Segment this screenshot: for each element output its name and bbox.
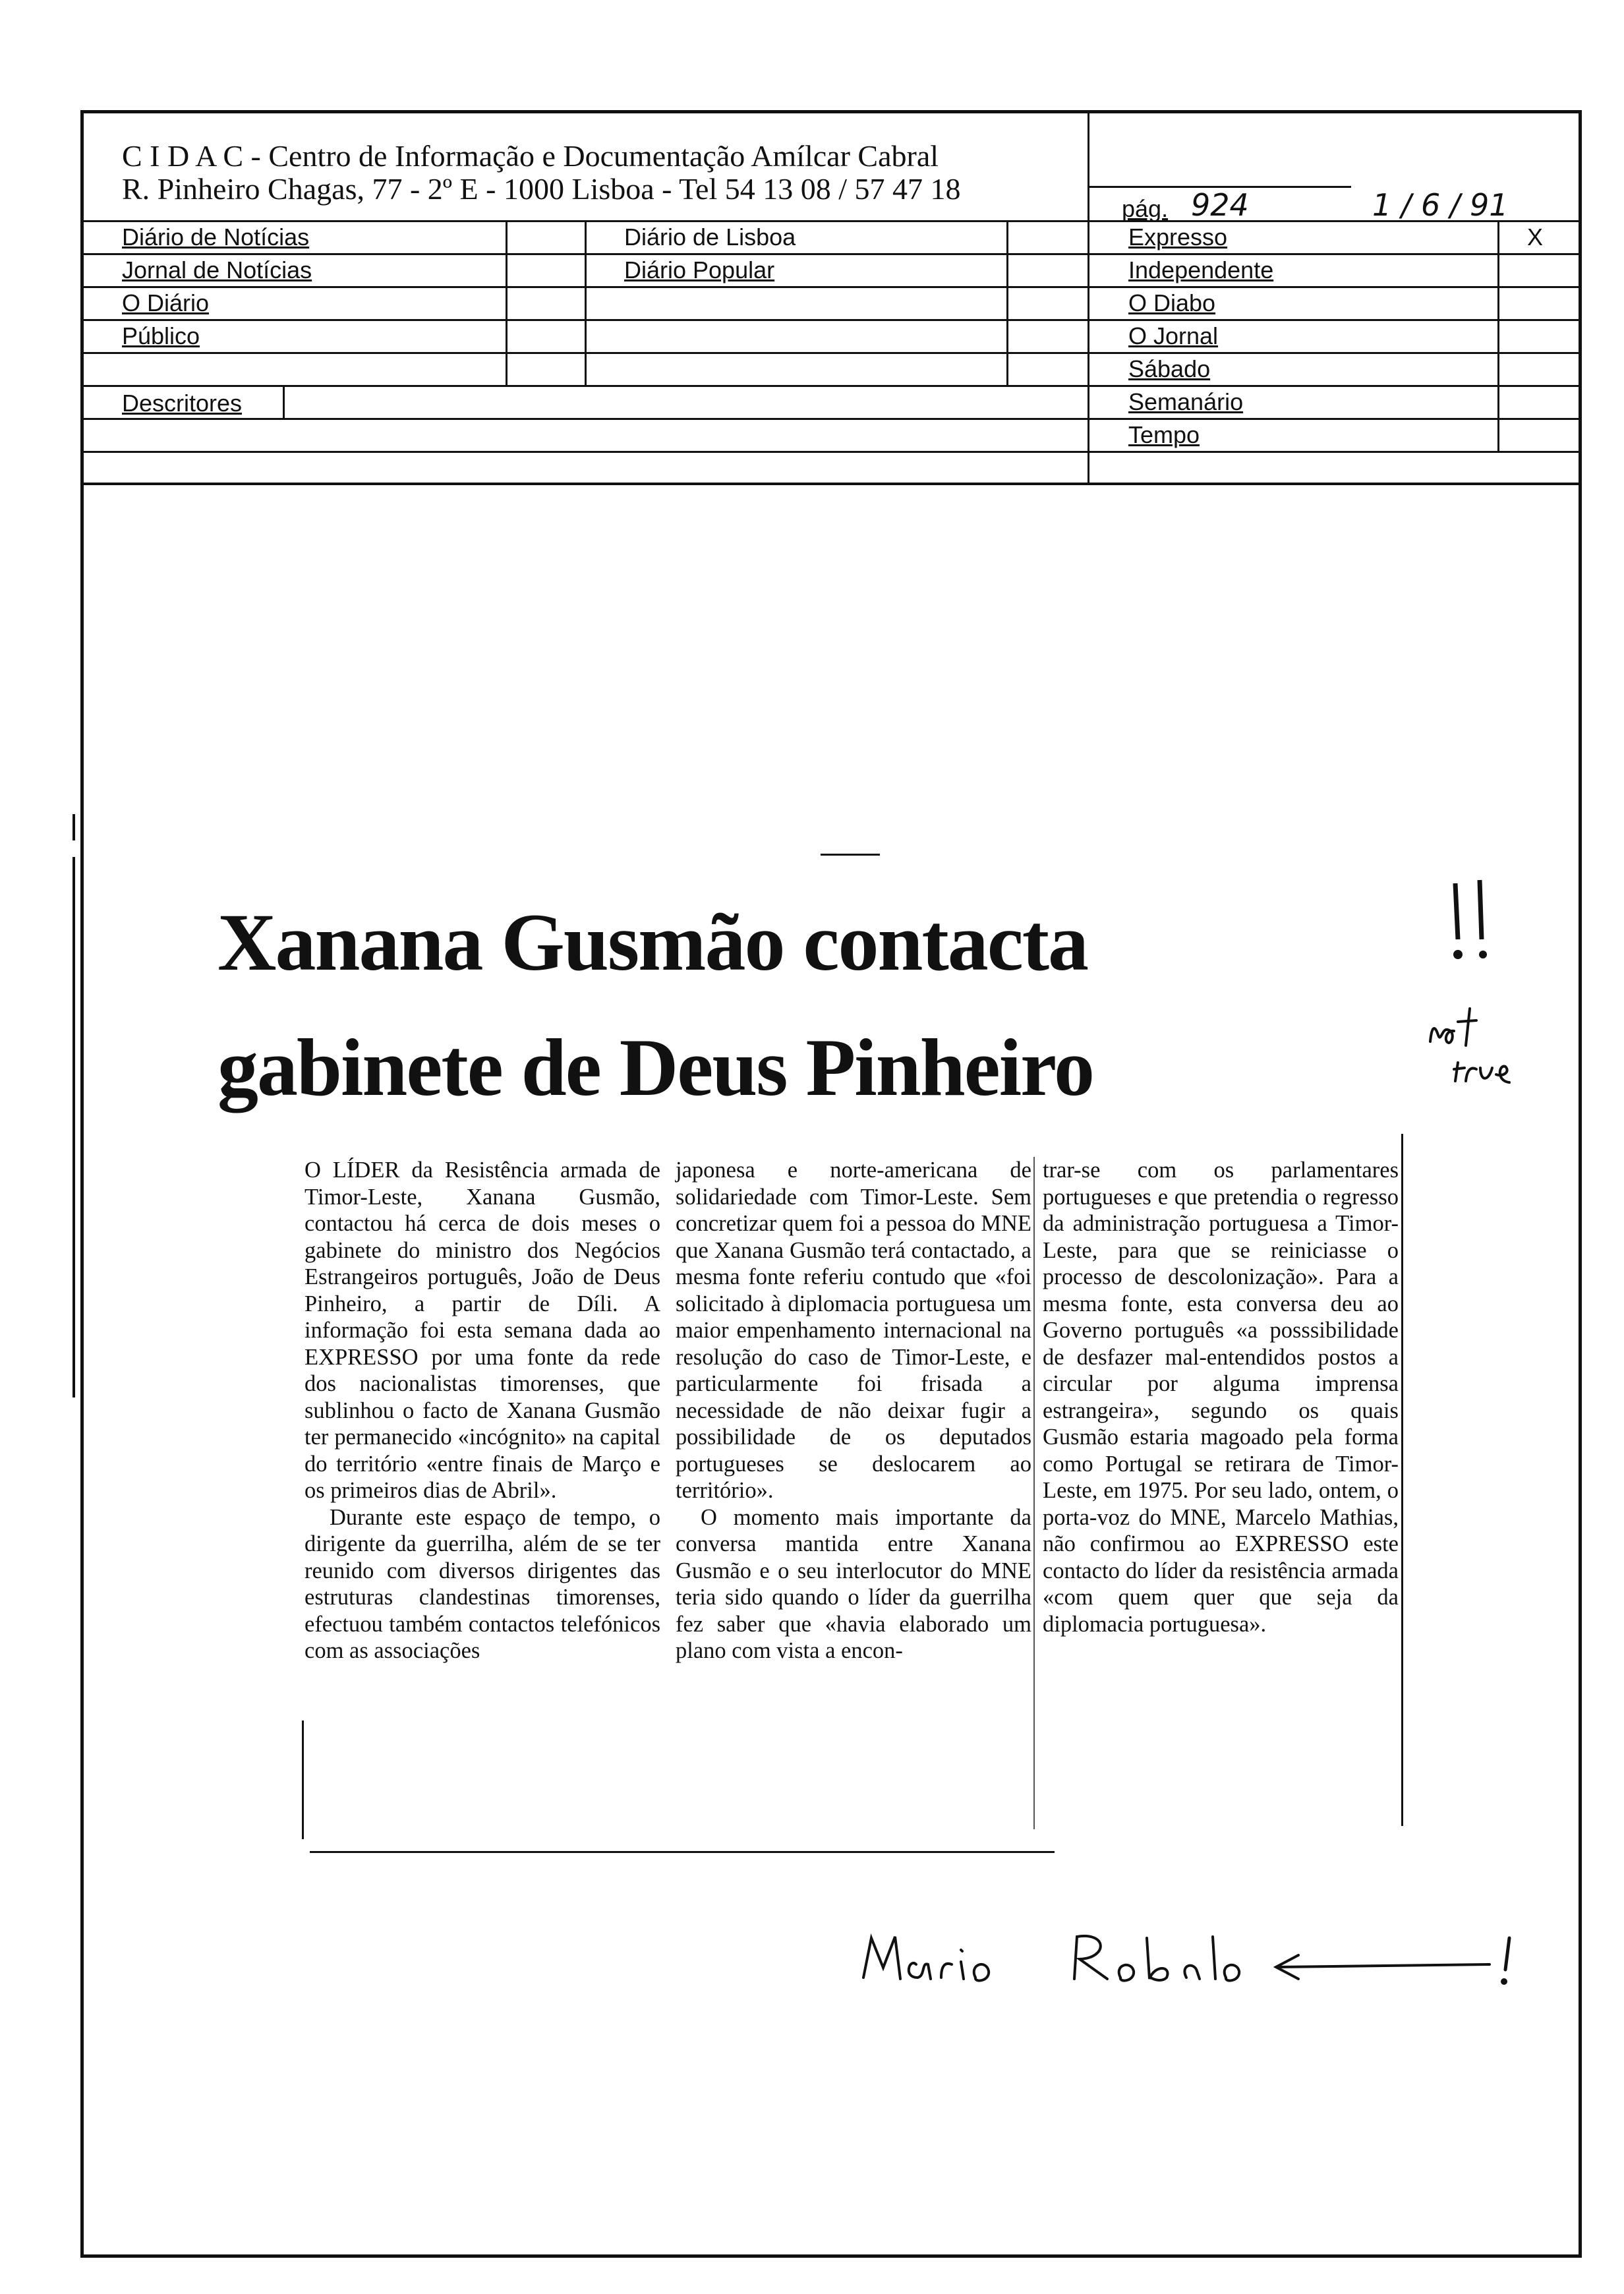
grid-line xyxy=(84,418,1579,420)
grid-line xyxy=(1088,319,1579,321)
article-column-1 xyxy=(304,1157,660,1664)
column-rule xyxy=(302,1720,304,1839)
org-address: R. Pinheiro Chagas, 77 - 2º E - 1000 Lisboa - Tel 54 13 08 / 57 47 18 xyxy=(122,172,961,206)
source-o-diario: O Diário xyxy=(122,289,210,316)
article-column-2 xyxy=(676,1157,1031,1664)
grid-line xyxy=(84,483,1579,485)
grid-line xyxy=(506,220,508,385)
source-jornal-de-noticias: Jornal de Notícias xyxy=(122,256,312,283)
grid-line xyxy=(1088,253,1579,255)
source-diario-de-lisboa: Diário de Lisboa xyxy=(624,223,796,250)
grid-line xyxy=(283,385,285,418)
source-semanario: Semanário xyxy=(1128,388,1244,415)
article-paragraph: japonesa e norte-americana de solidariedade com Timor-Leste. Sem concretizar quem foi a pessoa do MNE que Xanana Gusmão terá contactado, a mesma fonte referiu contudo que «foi solicitado à diplomacia portuguesa um maior empenhamento internacional na resolução do caso de Timor-Leste, e particularmente foi frisada a necessidade de não deixar fugir a possibilidade de os deputados portugueses se deslocarem ao território». xyxy=(676,1158,1031,1503)
selected-source-mark: X xyxy=(1527,223,1544,250)
page-label: pág. xyxy=(1122,195,1169,222)
article-paragraph: Durante este espaço de tempo, o dirigente da guerrilha, além de se ter reunido com diversos dirigentes das estruturas clandestinas timorenses, efectuou também contactos telefónicos com as associações xyxy=(304,1504,660,1663)
article-paragraph: O momento mais importante da conversa mantida entre Xanana Gusmão e o seu interlocutor do MNE teria sido quando o líder da guerrilha fez saber que «havia elaborado um plano com vista a encon- xyxy=(676,1504,1031,1663)
column-rule xyxy=(1401,1134,1403,1826)
grid-line xyxy=(84,385,1088,387)
grid-line xyxy=(1497,220,1499,451)
article-paragraph: trar-se com os parlamentares portugueses e que pretendia o regresso da administração portuguesa a Timor-Leste, para que se reiniciasse o processo de descolonização». Para a mesma fonte, esta conversa deu ao Governo português «a posssibilidade de desfazer mal-entendidos postos a circular por alguma imprensa estrangeira», segundo os quais Gusmão estaria magoado pela forma como Portugal se retirara de Timor-Leste, em 1975. Por seu lado, ontem, o porta-voz do MNE, Marcelo Mathias, não confirmou ao EXPRESSO este contacto do líder da resistência armada «com quem quer que seja da diplomacia portuguesa». xyxy=(1043,1158,1399,1637)
headline-divider xyxy=(821,854,880,856)
not-true-annotation xyxy=(1424,982,1536,1111)
article-column-3 xyxy=(1043,1157,1399,1637)
margin-mark xyxy=(72,857,75,1397)
source-diario-popular: Diário Popular xyxy=(624,256,775,283)
source-o-diabo: O Diabo xyxy=(1128,289,1216,316)
grid-line xyxy=(1006,220,1008,385)
handwritten-signature xyxy=(857,1918,1529,2001)
source-diario-de-noticias: Diário de Notícias xyxy=(122,223,310,250)
article-paragraph: O LÍDER da Resistência armada de Timor-Leste, Xanana Gusmão, contactou há cerca de dois meses o gabinete do ministro dos Negócios Estrangeiros português, João de Deus Pinheiro, a partir de Díli. A informação foi esta semana dada ao EXPRESSO por uma fonte da rede dos nacionalistas timorenses, que sublinhou o facto de Xanana Gusmão ter permanecido «incógnito» na capital do território «entre finais de Março e os primeiros dias de Abril». xyxy=(304,1158,660,1503)
exclamation-annotation xyxy=(1443,877,1503,972)
source-o-jornal: O Jornal xyxy=(1128,322,1219,349)
source-publico: Público xyxy=(122,322,200,349)
org-name: C I D A C - Centro de Informação e Documentação Amílcar Cabral xyxy=(122,139,939,173)
column-rule xyxy=(1033,1157,1035,1829)
source-expresso: Expresso xyxy=(1128,223,1228,250)
grid-line xyxy=(1088,113,1089,483)
grid-line xyxy=(1088,286,1579,288)
source-tempo: Tempo xyxy=(1128,421,1200,448)
source-sabado: Sábado xyxy=(1128,355,1211,382)
margin-mark xyxy=(72,814,75,840)
source-independente: Independente xyxy=(1128,256,1274,283)
headline-line-1: Xanana Gusmão contacta xyxy=(218,897,1088,987)
article-bottom-rule xyxy=(310,1851,1055,1853)
grid-line xyxy=(84,451,1579,453)
descriptors-label: Descritores xyxy=(122,390,243,417)
clipping-date: 1 / 6 / 91 xyxy=(1372,187,1509,223)
page-number: 924 xyxy=(1191,187,1249,223)
grid-line xyxy=(1088,385,1579,387)
headline-line-2: gabinete de Deus Pinheiro xyxy=(218,1022,1093,1113)
grid-line xyxy=(1088,352,1579,354)
grid-line xyxy=(585,220,587,385)
